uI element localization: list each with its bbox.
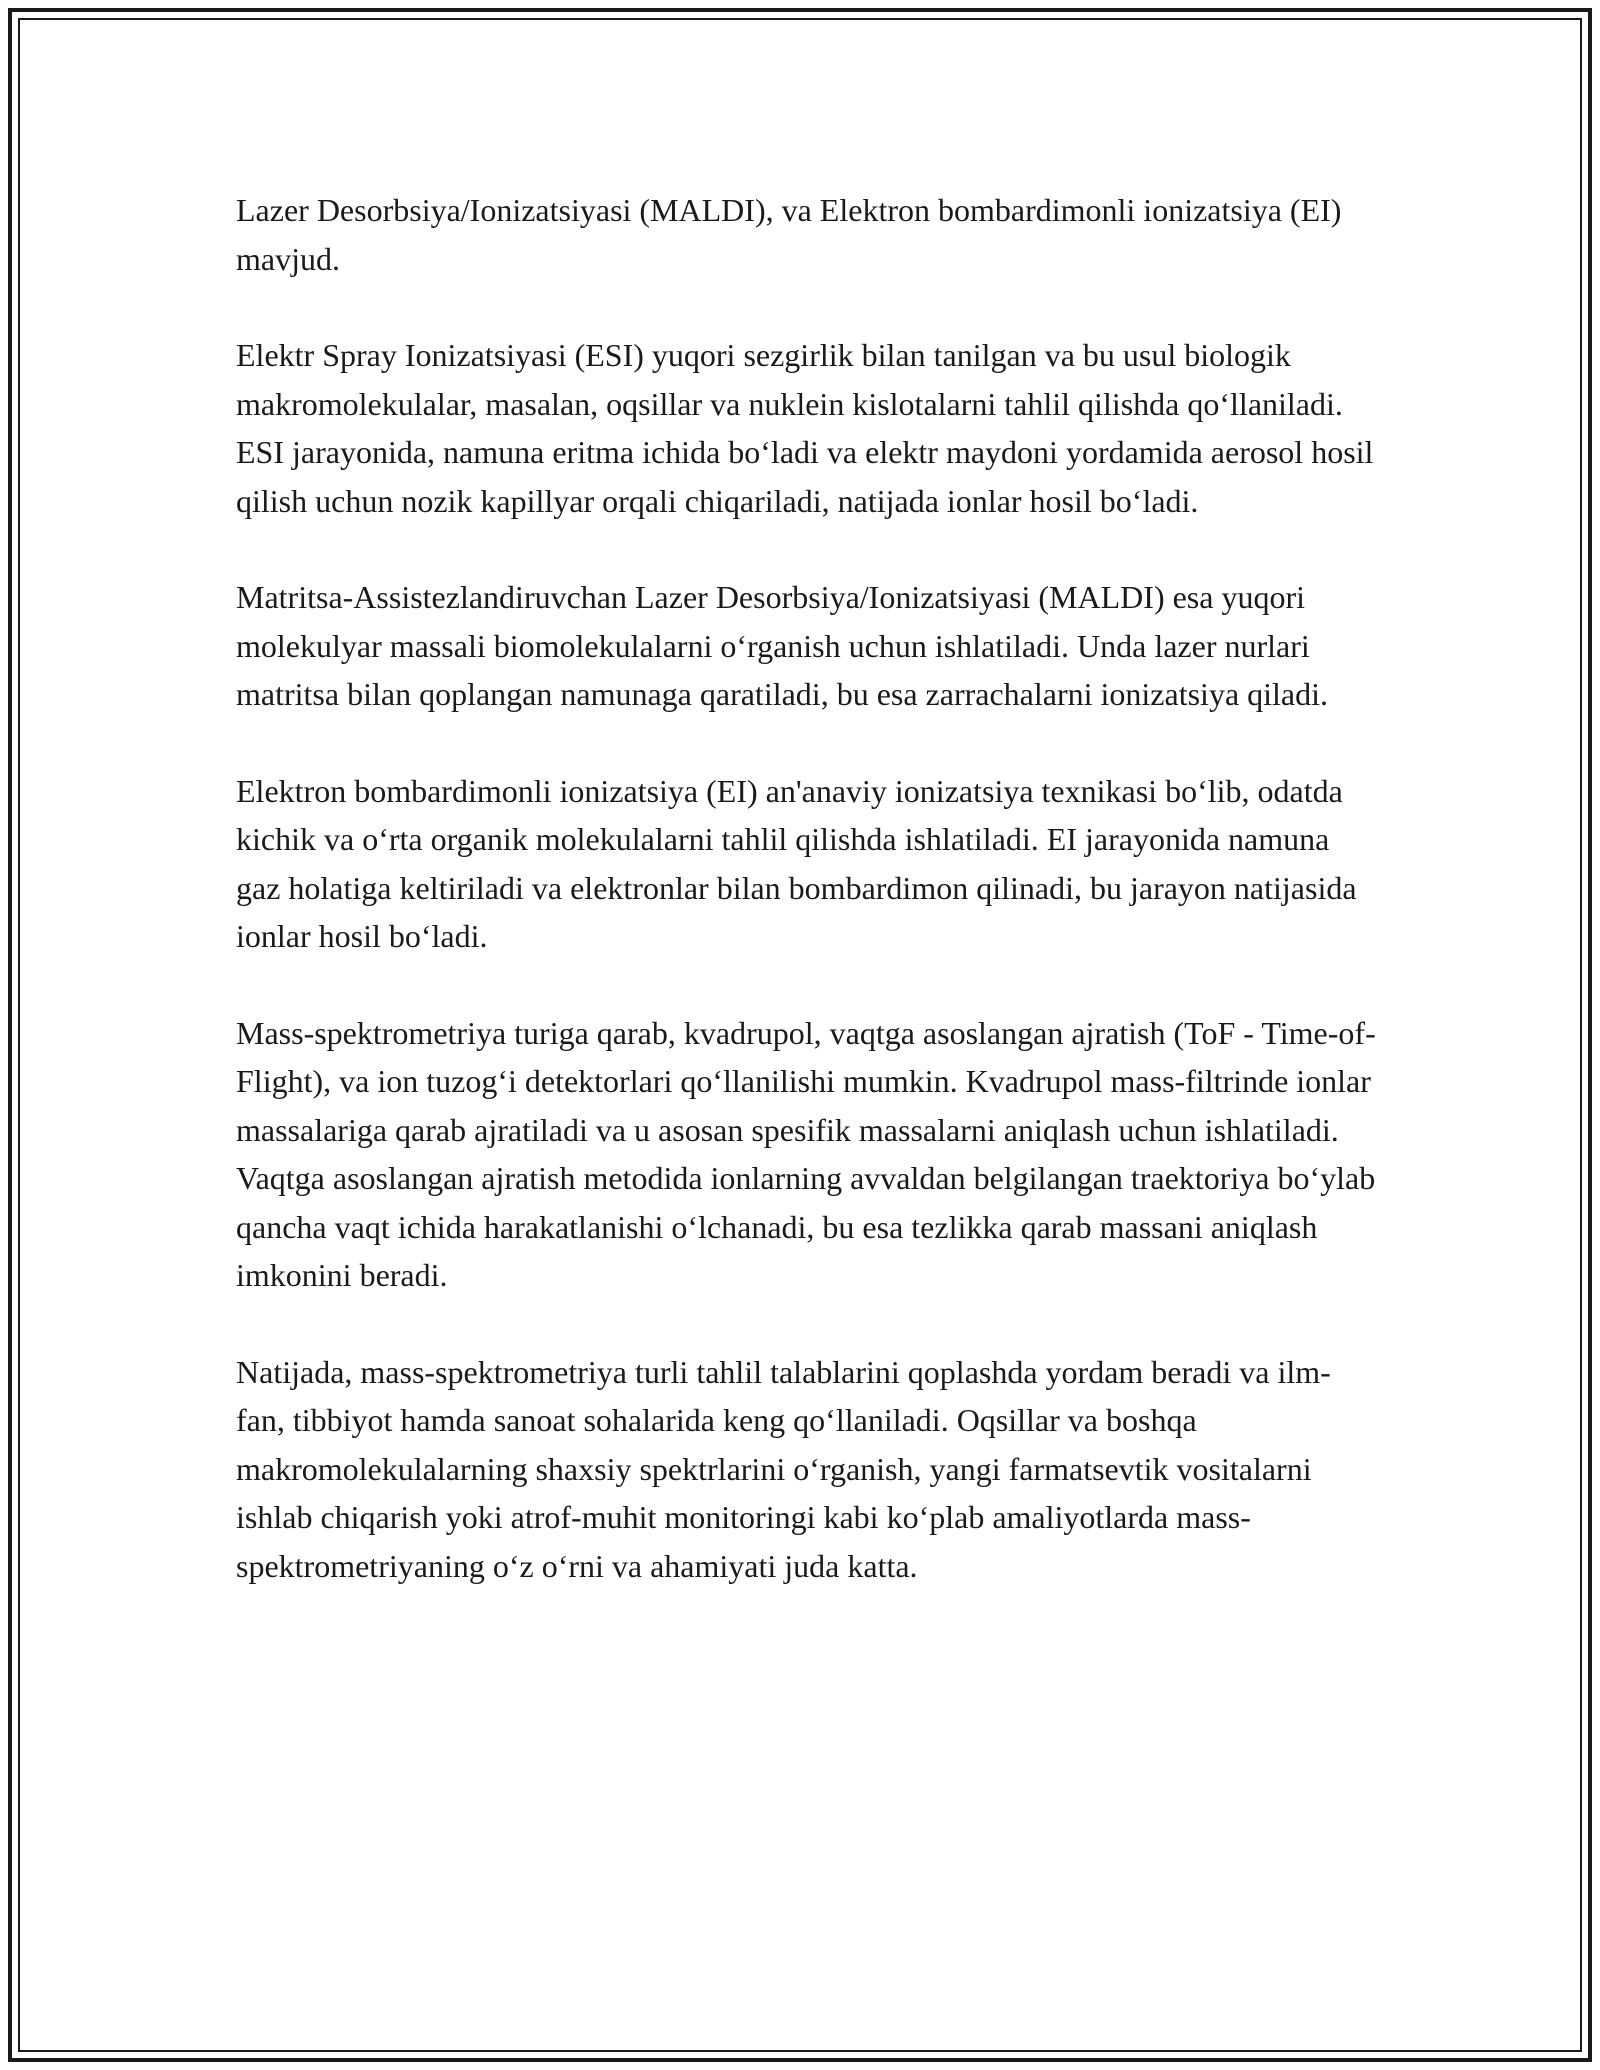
- paragraph-conclusion: Natijada, mass-spektrometriya turli tahlil talablarini qoplashda yordam beradi va ilm-fan, tibbiyot hamda sanoat sohalarida keng qo‘llaniladi. Oqsillar va boshqa makromolekulalarning shaxsiy spektrlarini o‘rganish, yangi farmatsevtik vositalarni ishlab chiqarish yoki atrof-muhit monitoringi kabi ko‘plab amaliyotlarda mass-spektrometriyaning o‘z o‘rni va ahamiyati juda katta.: [236, 1353, 1331, 1584]
- paragraph-analyzers: Mass-spektrometriya turiga qarab, kvadrupol, vaqtga asoslangan ajratish (ToF - Time-of-Flight), va ion tuzog‘i detektorlari qo‘llanilishi mumkin. Kvadrupol mass-filtrinde ionlar massalariga qarab ajratiladi va u asosan spesifik massalarni aniqlash uchun ishlatiladi. Vaqtga asoslangan ajratish metodida ionlarning avvaldan belgilangan traektoriya bo‘ylab qancha vaqt ichida harakatlanishi o‘lchanadi, bu esa tezlikka qarab massani aniqlash imkonini beradi.: [236, 1014, 1376, 1293]
- paragraph-esi: Elektr Spray Ionizatsiyasi (ESI) yuqori sezgirlik bilan tanilgan va bu usul biologik makromolekulalar, masalan, oqsillar va nuklein kislotalarni tahlil qilishda qo‘llaniladi. ESI jarayonida, namuna eritma ichida bo‘ladi va elektr maydoni yordamida aerosol hosil qilish uchun nozik kapillyar orqali chiqariladi, natijada ionlar hosil bo‘ladi.: [236, 337, 1374, 519]
- document-body: [236, 186, 1376, 1590]
- paragraph-maldi-ei-intro: Lazer Desorbsiya/Ionizatsiyasi (MALDI), va Elektron bombardimonli ionizatsiya (EI) mavjud.: [236, 192, 1342, 277]
- paragraph-maldi: Matritsa-Assistezlandiruvchan Lazer Desorbsiya/Ionizatsiyasi (MALDI) esa yuqori molekulyar massali biomolekulalarni o‘rganish uchun ishlatiladi. Unda lazer nurlari matritsa bilan qoplangan namunaga qaratiladi, bu esa zarrachalarni ionizatsiya qiladi.: [236, 579, 1329, 712]
- paragraph-ei: Elektron bombardimonli ionizatsiya (EI) an'anaviy ionizatsiya texnikasi bo‘lib, odatda kichik va o‘rta organik molekulalarni tahlil qilishda ishlatiladi. EI jarayonida namuna gaz holatiga keltiriladi va elektronlar bilan bombardimon qilinadi, bu jarayon natijasida ionlar hosil bo‘ladi.: [236, 772, 1357, 954]
